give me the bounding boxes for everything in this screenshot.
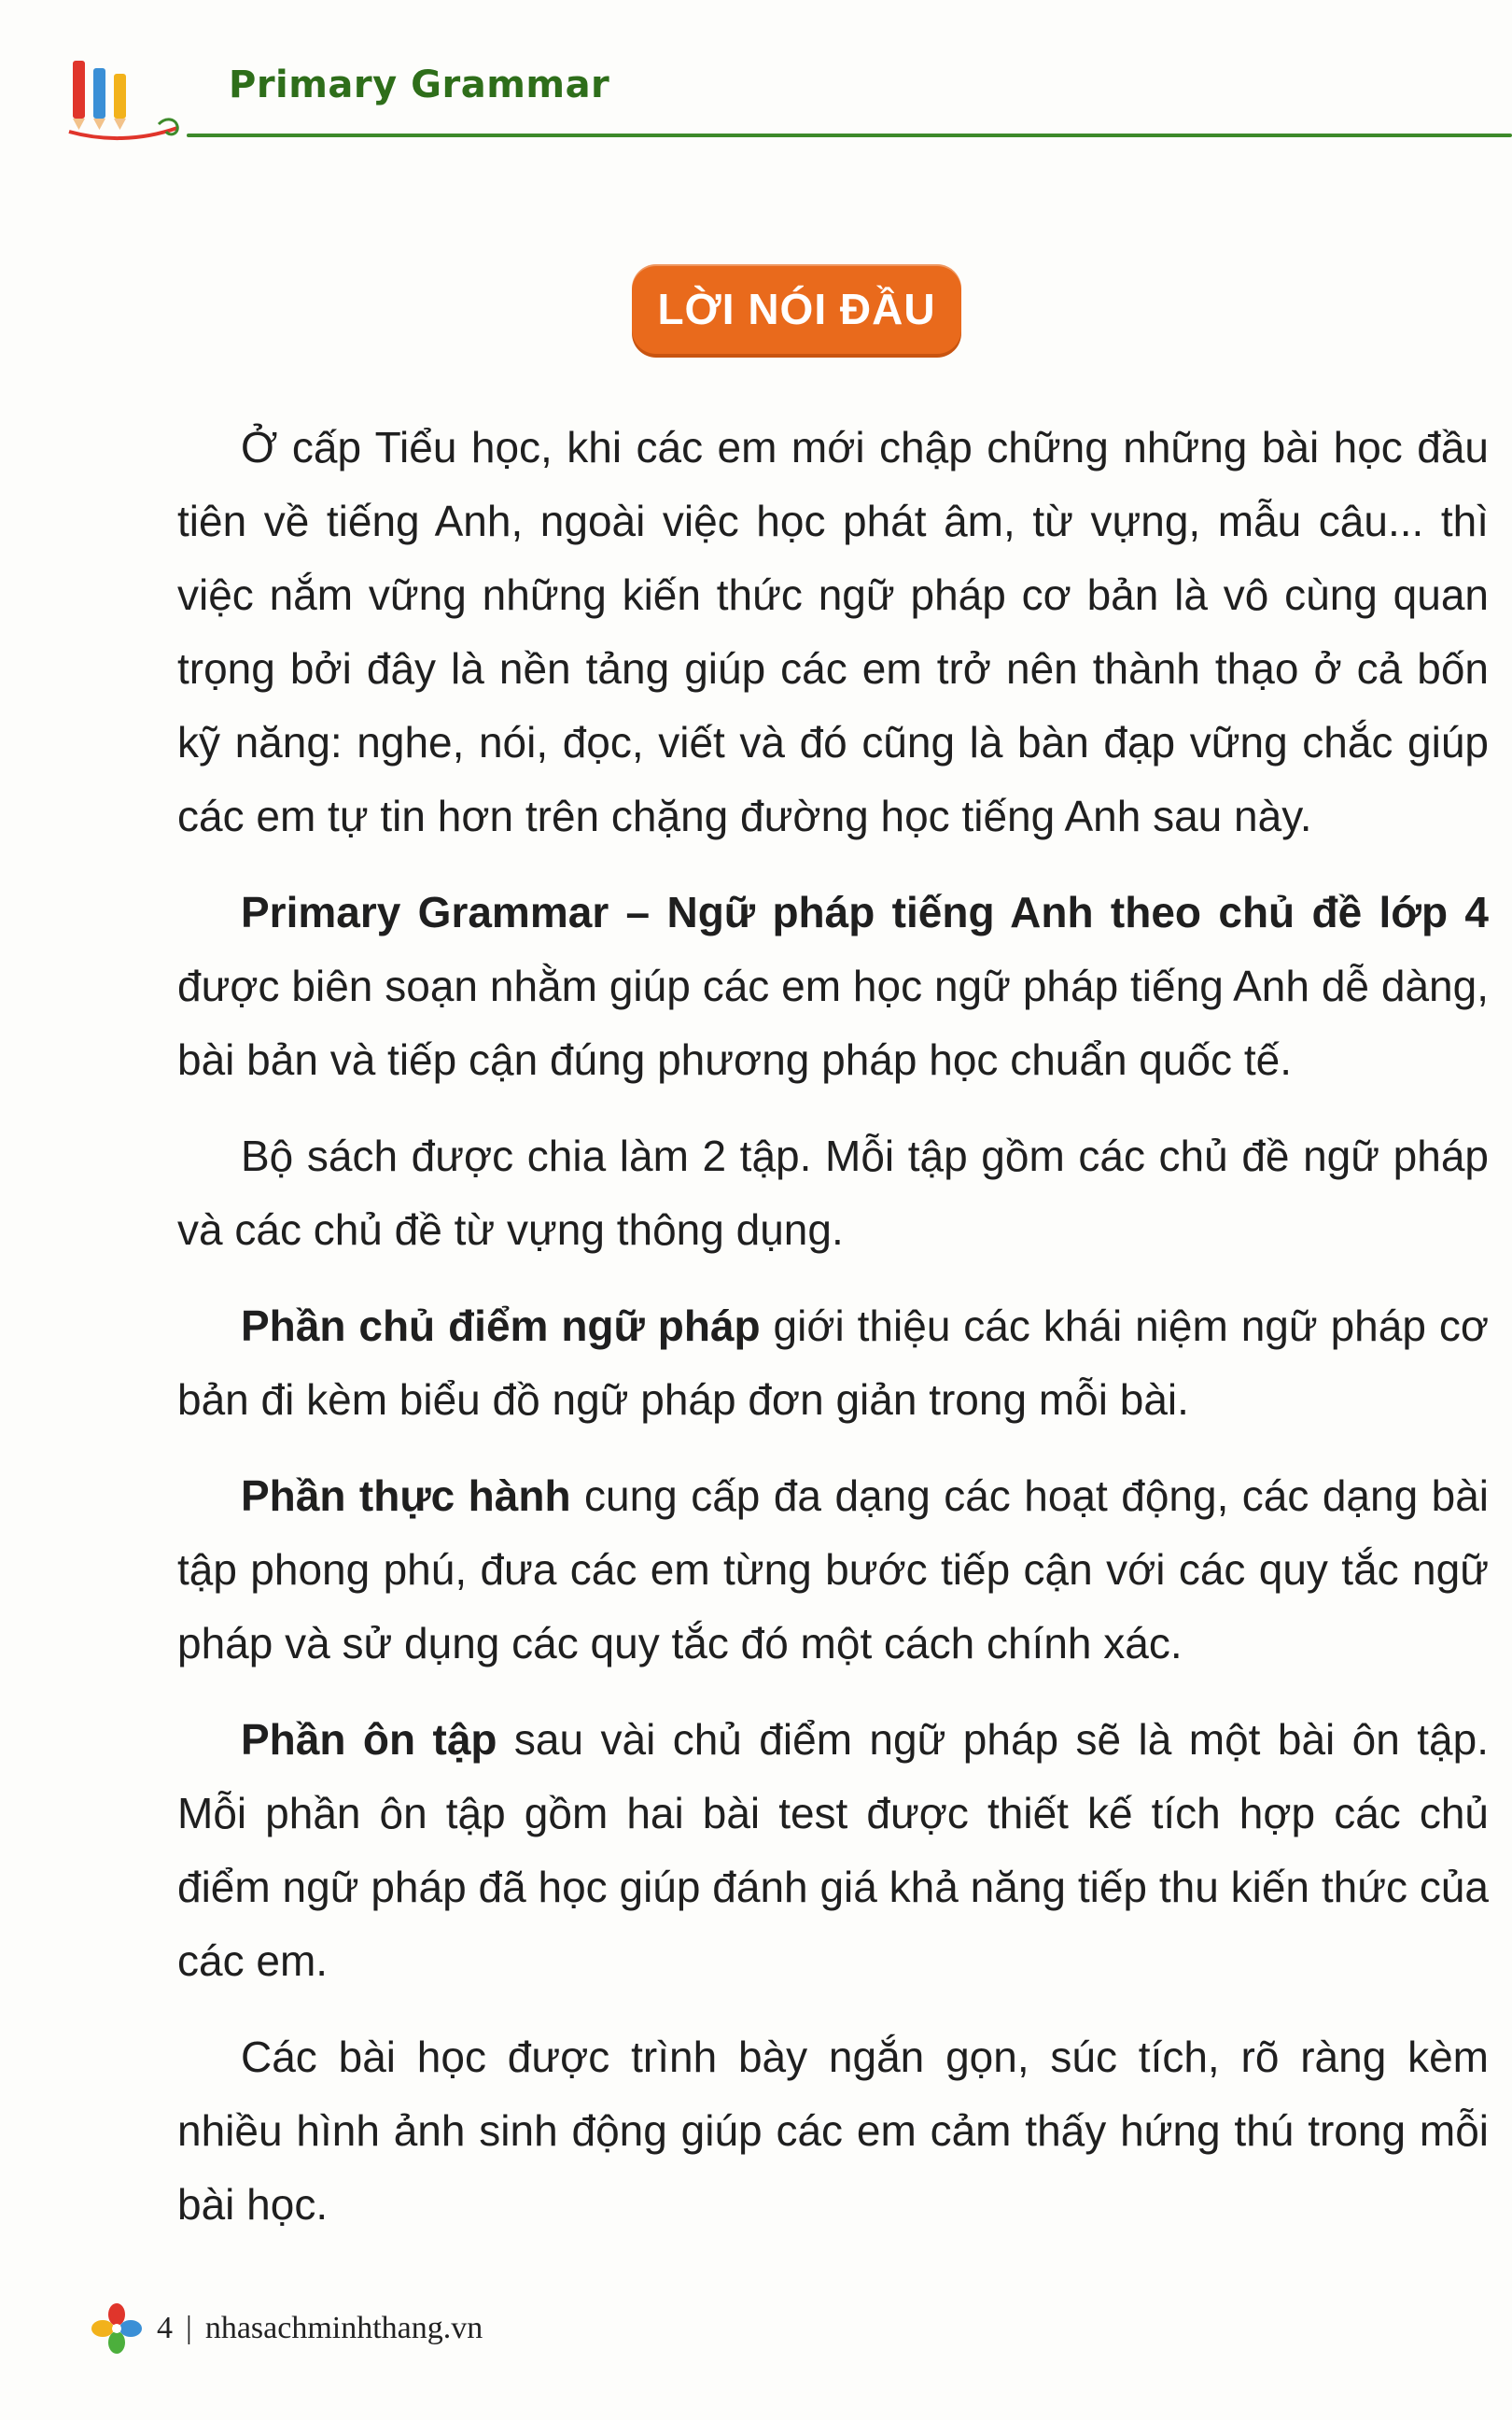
practice-bold: Phần thực hành [241,1471,571,1520]
page-header [65,51,1512,154]
flower-logo-icon [91,2303,142,2354]
paragraph-book-title [177,876,1489,1097]
paragraph-intro: Ở cấp Tiểu học, khi các em mới chập chững những bài học đầu tiên về tiếng Anh, ngoài việc học phát âm, từ vựng, mẫu câu... thì việc nắm vững những kiến thức ngữ pháp cơ bản là vô cùng quan trọng bởi đây là nền tảng giúp các em trở nên thành thạo ở cả bốn kỹ năng: nghe, nói, đọc, viết và đó cũng là bàn đạp vững chắc giúp các em tự tin hơn trên chặng đường học tiếng Anh sau này. [177,423,1489,840]
grammar-points-bold: Phần chủ điểm ngữ pháp [241,1301,761,1350]
footer-separator: | [186,2311,192,2345]
practice-rest: cung cấp đa dạng các hoạt động, các dạng bài tập phong phú, đưa các em từng bước tiếp cận với các quy tắc ngữ pháp và sử dụng các quy tắc đó một cách chính xác. [177,1471,1489,1667]
pencils-logo-icon [65,51,205,145]
page-number: 4 [157,2311,173,2345]
review-rest: sau vài chủ điểm ngữ pháp sẽ là một bài ôn tập. Mỗi phần ôn tập gồm hai bài test được thiết kế tích hợp các chủ điểm ngữ pháp đã học giúp đánh giá khả năng tiếp thu kiến thức của các em. [177,1715,1489,1985]
page-title: LỜI NÓI ĐẦU [657,285,936,333]
header-rule [187,134,1512,137]
paragraph-review [177,1703,1489,1998]
paragraph-grammar-points [177,1289,1489,1437]
paragraph-lessons: Các bài học được trình bày ngắn gọn, súc tích, rõ ràng kèm nhiều hình ảnh sinh động giúp các em cảm thấy hứng thú trong mỗi bài học. [177,2033,1489,2229]
grammar-points-rest: giới thiệu các khái niệm ngữ pháp cơ bản đi kèm biểu đồ ngữ pháp đơn giản trong mỗi bài. [177,1301,1489,1424]
book-title-bold: Primary Grammar – Ngữ pháp tiếng Anh theo chủ đề lớp 4 [241,888,1489,936]
page-footer [91,2299,483,2358]
review-bold: Phần ôn tập [241,1715,497,1764]
book-title-rest: được biên soạn nhằm giúp các em học ngữ pháp tiếng Anh dễ dàng, bài bản và tiếp cận đúng phương pháp học chuẩn quốc tế. [177,962,1489,1084]
website-link[interactable]: nhasachminhthang.vn [204,2311,483,2345]
brand-title: Primary Grammar [229,63,610,106]
title-badge [632,264,961,354]
paragraph-practice [177,1459,1489,1681]
paragraph-volumes: Bộ sách được chia làm 2 tập. Mỗi tập gồm các chủ đề ngữ pháp và các chủ đề từ vựng thông dụng. [177,1132,1489,1254]
preface-body [177,411,1489,2264]
